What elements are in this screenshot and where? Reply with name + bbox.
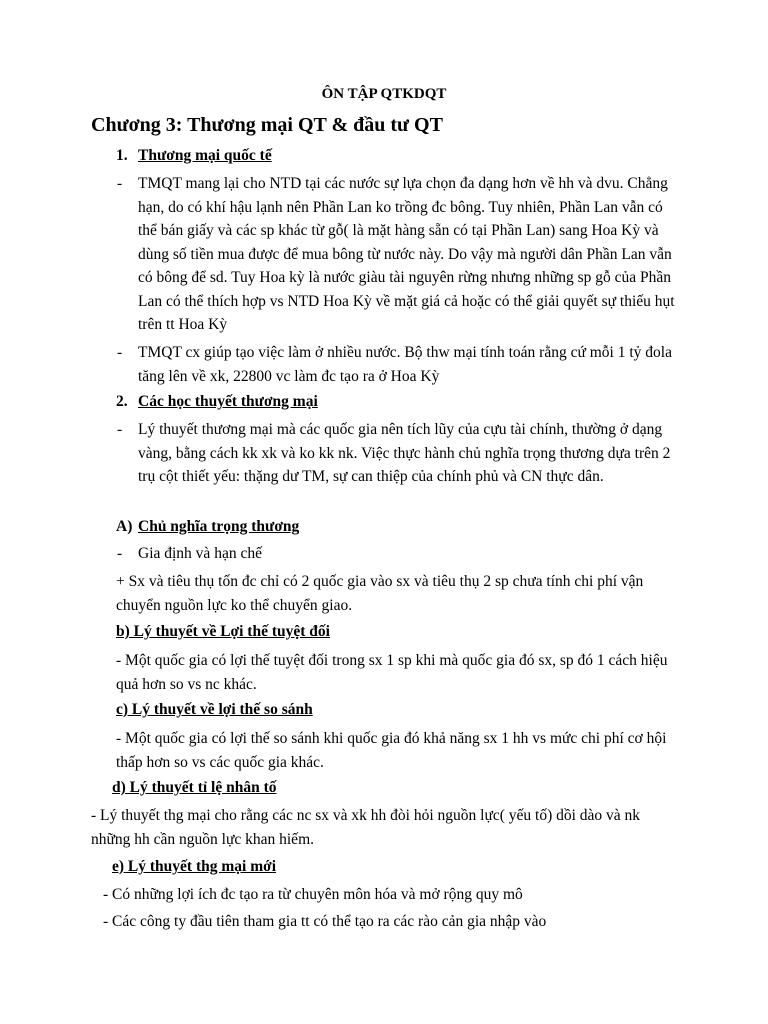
- bullet-dash: -: [117, 545, 123, 562]
- subsection-e-line-1: - Có những lợi ích đc tạo ra từ chuyên môn hóa và mở rộng quy mô: [103, 886, 523, 903]
- section-1-title: Thương mại quốc tế: [138, 147, 272, 164]
- document-title: ÔN TẬP QTKDQT: [321, 86, 447, 102]
- subsection-c-text: - Một quốc gia có lợi thế so sánh khi quốc gia đó khả năng sx 1 hh vs mức chi phí cơ hội thấp hơn so vs các quốc gia khác.: [116, 730, 667, 771]
- bullet-dash: -: [117, 175, 123, 192]
- subsection-b-text: - Một quốc gia có lợi thế tuyệt đối trong sx 1 sp khi mà quốc gia đó sx, sp đó 1 cách hiệu quả hơn so vs nc khác.: [116, 652, 668, 693]
- bullet-dash: -: [117, 344, 123, 361]
- subsection-a-bullet: Gia định và hạn chế: [138, 545, 262, 562]
- section-1-number: 1.: [116, 147, 128, 164]
- bullet-dash: -: [117, 421, 123, 438]
- section-2-number: 2.: [116, 393, 128, 410]
- section-2-bullet-1: Lý thuyết thương mại mà các quốc gia nên tích lũy của cựu tài chính, thường ở dạng vàng, bằng cách kk xk và ko kk nk. Việc thực hành chủ nghĩa trọng thương dựa trên 2 trụ cột thiết yếu: thặng dư TM, sự can thiệp của chính phủ và CN thực dân.: [138, 421, 671, 485]
- subsection-d-text: [91, 804, 681, 852]
- subsection-d-heading: [112, 779, 277, 797]
- subsection-a-label: A): [116, 518, 133, 535]
- subsection-a-text: + Sx và tiêu thụ tốn đc chỉ có 2 quốc gia vào sx và tiêu thụ 2 sp chưa tính chi phí vận chuyển nguồn lực ko thể chuyển giao.: [116, 573, 644, 614]
- subsection-d-title: d) Lý thuyết tỉ lệ nhân tố: [112, 779, 277, 796]
- subsection-a-title: Chủ nghĩa trọng thương: [138, 518, 300, 535]
- subsection-e-line-2: - Các công ty đầu tiên tham gia tt có thể tạo ra các rào cản gia nhập vào: [103, 913, 547, 930]
- section-2-title: Các học thuyết thương mại: [138, 393, 318, 410]
- subsection-d-body: - Lý thuyết thg mại cho rằng các nc sx và xk hh đòi hỏi nguồn lực( yếu tố) dồi dào và nk những hh cần nguồn lực khan hiếm.: [91, 807, 641, 848]
- subsection-c-title: c) Lý thuyết về lợi thế so sánh: [116, 701, 313, 718]
- subsection-e-heading: [112, 858, 276, 876]
- subsection-b-heading: [116, 623, 330, 641]
- subsection-c-heading: [116, 701, 313, 719]
- subsection-e-title: e) Lý thuyết thg mại mới: [112, 858, 276, 875]
- section-1-bullet-2: TMQT cx giúp tạo việc làm ở nhiều nước. Bộ thw mại tính toán rằng cứ mỗi 1 tỷ đola tăng lên về xk, 22800 vc làm đc tạo ra ở Hoa Kỳ: [138, 344, 672, 385]
- section-1-bullet-1: TMQT mang lại cho NTD tại các nước sự lựa chọn đa dạng hơn về hh và dvu. Chẳng hạn, do có khí hậu lạnh nên Phần Lan ko trồng đc bông. Tuy nhiên, Phần Lan vẫn có thể bán giấy và các sp khác từ gỗ( là mặt hàng sẵn có tại Phần Lan) sang Hoa Kỳ và dùng số tiền mua được để mua bông từ nước này. Do vậy mà người dân Phần Lan vẫn có bông để sd. Tuy Hoa kỳ là nước giàu tài nguyên rừng nhưng những sp gỗ của Phần Lan có thể thích hợp vs NTD Hoa Kỳ về mặt giá cả hoặc có thể giải quyết sự thiếu hụt trên tt Hoa Kỳ: [138, 175, 675, 333]
- subsection-b-title: b) Lý thuyết về Lợi thế tuyệt đối: [116, 623, 330, 640]
- chapter-heading: Chương 3: Thương mại QT & đầu tư QT: [91, 114, 443, 136]
